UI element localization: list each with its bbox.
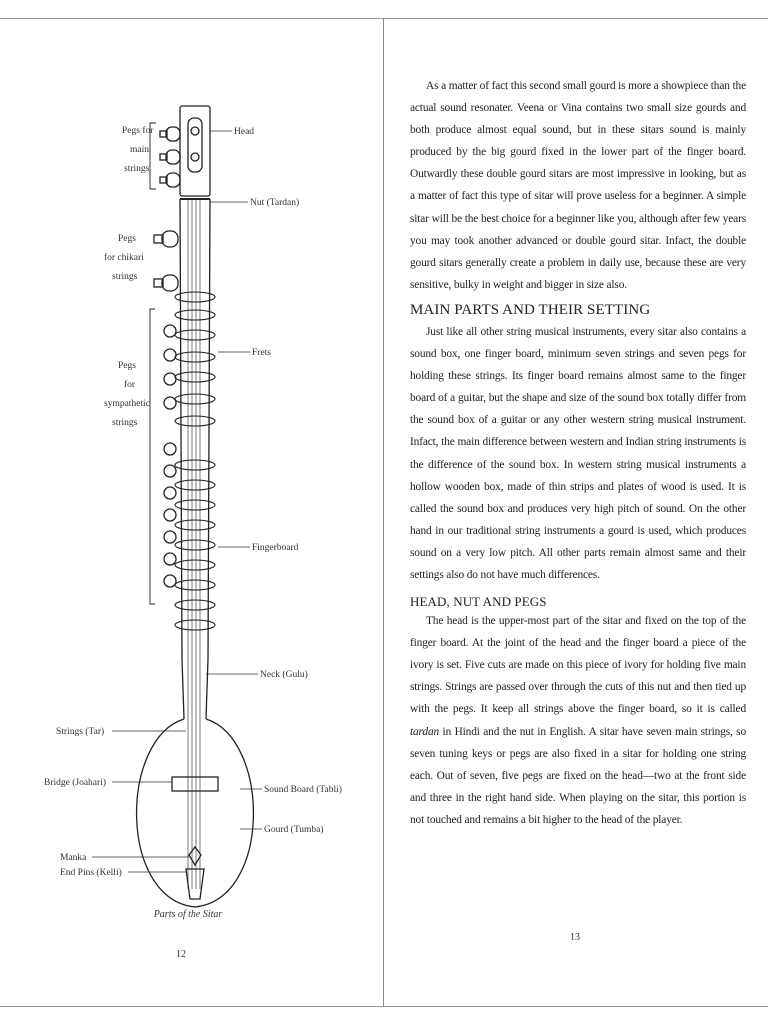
sitar-bridge xyxy=(172,777,218,791)
sitar-end-pins xyxy=(186,869,204,899)
label-gourd: Gourd (Tumba) xyxy=(264,825,324,835)
label-bridge: Bridge (Joahari) xyxy=(44,778,106,788)
label-nut: Nut (Tardan) xyxy=(250,198,300,208)
label-pegs-main: strings xyxy=(124,164,150,174)
label-neck: Neck (Gulu) xyxy=(260,670,308,680)
page-gutter xyxy=(383,18,384,1006)
label-head: Head xyxy=(234,127,255,137)
section-heading-main-parts: MAIN PARTS AND THEIR SETTING xyxy=(410,301,651,318)
bracket-sympathetic-pegs xyxy=(150,309,155,604)
chikari-pegs xyxy=(154,231,178,291)
label-strings: Strings (Tar) xyxy=(56,727,105,737)
label-frets: Frets xyxy=(252,348,271,358)
label-end-pins: End Pins (Kelli) xyxy=(60,868,122,878)
sitar-head xyxy=(180,106,210,196)
paragraph-text: The head is the upper-most part of the sitar and fixed on the top of the finger board. At the joint of the head and the finger board a piece of the ivory is set. Five cuts are made on this piece of ivory for holding five main strings. Strings are passed over through the cuts of this nut and then tied up with the pegs. It keep all strings above the finger board, so it is called xyxy=(410,615,746,716)
head-hole xyxy=(191,127,199,135)
sitar-manka xyxy=(189,847,201,865)
label-pegs-chikari: for chikari xyxy=(104,253,144,263)
sitar-gourd xyxy=(137,719,254,907)
head-hole xyxy=(191,153,199,161)
sitar-diagram xyxy=(0,19,383,1005)
head-inlay xyxy=(188,118,202,172)
left-page xyxy=(0,19,383,1005)
label-pegs-sympathetic: strings xyxy=(112,418,138,428)
sitar-neck xyxy=(180,199,210,719)
label-fingerboard: Fingerboard xyxy=(252,543,299,553)
page-number-left: 12 xyxy=(176,949,186,960)
section-heading-head-nut-pegs: HEAD, NUT AND PEGS xyxy=(410,594,547,610)
label-pegs-main: main xyxy=(130,145,149,155)
label-pegs-main: Pegs for xyxy=(122,126,154,136)
label-sound-board: Sound Board (Tabli) xyxy=(264,785,342,795)
main-pegs xyxy=(160,127,180,187)
italic-term-tardan: tardan xyxy=(410,725,440,738)
paragraph-text: in Hindi and the nut in English. A sitar have seven main strings, so seven tuning keys or pegs are also fixed in a sitar for holding one string each. Out of seven, five pegs are fixed on the head—two at the front side and three in the right hand side. When playing on the sitar, this portion is not touched and remains a bit higher to the head of the player. xyxy=(410,725,746,826)
right-page xyxy=(410,75,746,831)
label-pegs-chikari: Pegs xyxy=(118,234,136,244)
paragraph-main-parts: Just like all other string musical instruments, every sitar also contains a sound box, one finger board, minimum seven strings and seven pegs for holding these strings. Its finger board remains almost same to the finger board of a guitar, but the shape and size of the sound box totally differ from the sound box of a guitar or any other western string musical instrument. Infact, the main difference between western and Indian string instruments is the difference of the sound box. In western string musical instruments a hollow wooden box, made of thin strips and plates of wood is used. It is called the sound box and produces very high pitch of sound. On the other hand in our traditional string instruments a gourd is used, which produces sound on a very low pitch. All other parts remain almost same and their settings also do not have much differences. xyxy=(410,325,746,581)
page-number-right: 13 xyxy=(570,932,580,943)
label-pegs-sympathetic: Pegs xyxy=(118,361,136,371)
paragraph-gourd: As a matter of fact this second small gourd is more a showpiece than the actual sound resonater. Veena or Vina contains two small size gourds and both produce almost equal sound, but in these sitars sound is mainly produced by the big gourd fixed in the lower part of the finger board. Outwardly these double gourd sitars are most impressive in looking, but as a matter of fact this type of sitar will prove useless for a beginner. A simple sitar will be the best choice for a beginner like you, although after few years you may took another advanced or double gourd sitar. Infact, the double gourd sitars generally create a problem in daily use, because these are very sensitive, bulky in weight and bigger in size also. xyxy=(410,80,746,291)
sympathetic-pegs xyxy=(164,325,176,587)
paragraph-head-nut-pegs xyxy=(410,610,746,831)
label-pegs-sympathetic: sympathetic xyxy=(104,399,150,409)
label-pegs-chikari: strings xyxy=(112,272,138,282)
label-pegs-sympathetic: for xyxy=(124,380,136,390)
bottom-border xyxy=(0,1006,768,1007)
figure-caption: Parts of the Sitar xyxy=(153,909,223,920)
label-manka: Manka xyxy=(60,853,87,863)
